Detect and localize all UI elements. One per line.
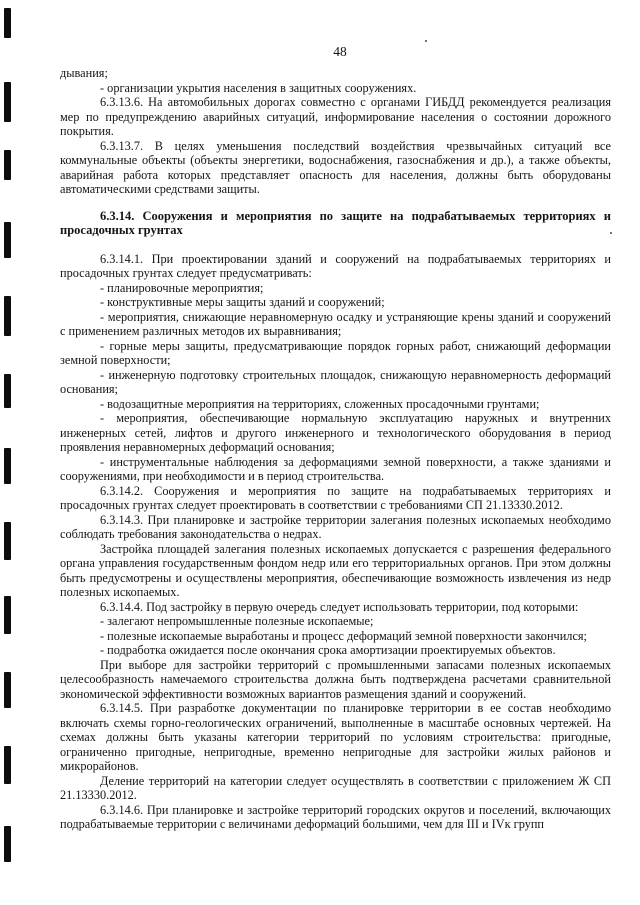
page-number: 48 bbox=[333, 44, 347, 59]
binding-hole bbox=[4, 746, 11, 784]
list-item: - мероприятия, обеспечивающие нормальную эксплуатацию наружных и внутренних инженерных сетей, лифтов и другого инженерного и технологического оборудования в период проявления неравномерных деформаций основания; bbox=[60, 411, 611, 454]
paragraph-6-3-14-5: 6.3.14.5. При разработке документации по планировке территории в ее состав необходимо включать схемы горно-геологических ограничений, выполненные в масштабе основных чертежей. На схемах должны быть указаны категории территорий по условиям строительства: пригодные, ограниченно пригодные, непригодные, временно непригодные для застройки жилых районов и микрорайонов. bbox=[60, 701, 611, 773]
list-item: - инженерную подготовку строительных площадок, снижающую неравномерность деформаций основания; bbox=[60, 367, 611, 396]
list-item: - горные меры защиты, предусматривающие порядок горных работ, снижающий деформации земной поверхности; bbox=[60, 338, 611, 367]
list-item: - организации укрытия населения в защитных сооружениях. bbox=[100, 80, 417, 95]
paragraph-6-3-14-2: 6.3.14.2. Сооружения и мероприятия по защите на подрабатываемых территориях и просадочных грунтах следует проектировать в соответствии с требованиями СП 21.13330.2012. bbox=[60, 483, 611, 512]
list-item: - подработка ожидается после окончания срока амортизации проектируемых объектов. bbox=[100, 643, 556, 657]
binding-hole bbox=[4, 596, 11, 634]
paragraph-deposits: Застройка площадей залегания полезных ископаемых допускается с разрешения федерального органа управления государственным фондом недр или его территориальных органов. При этом должны быть предусмотрены и осуществлены мероприятия, обеспечивающие возможность извлечения из недр полезных ископаемых. bbox=[60, 541, 611, 599]
binding-hole bbox=[4, 826, 11, 862]
binding-hole bbox=[4, 374, 11, 408]
binding-hole bbox=[4, 672, 11, 708]
document-body bbox=[60, 66, 611, 832]
binding-hole bbox=[4, 296, 11, 336]
list-item: - мероприятия, снижающие неравномерную осадку и устраняющие крены зданий и сооружений с применением различных методов их выравнивания; bbox=[60, 309, 611, 338]
binding-hole bbox=[4, 150, 11, 180]
paragraph-division: Деление территорий на категории следует осуществлять в соответствии с приложением Ж СП 21.13330.2012. bbox=[60, 773, 611, 802]
list-item: - полезные ископаемые выработаны и процесс деформаций земной поверхности закончился; bbox=[100, 628, 587, 643]
list-item: - залегают непромышленные полезные ископаемые; bbox=[100, 614, 374, 628]
binding-hole bbox=[4, 82, 11, 122]
binding-hole bbox=[4, 222, 11, 258]
continued-word: дывания; bbox=[60, 66, 108, 80]
list-item: - планировочные мероприятия; bbox=[100, 280, 264, 295]
paragraph-6-3-14-4: 6.3.14.4. Под застройку в первую очередь следует использовать территории, под которыми: bbox=[100, 599, 579, 614]
paragraph-6-3-14-6: 6.3.14.6. При планировке и застройке территорий городских округов и поселений, включающих подрабатываемые территории с величинами деформаций большими, чем для III и IVк групп bbox=[60, 802, 611, 831]
binding-holes bbox=[0, 0, 16, 905]
binding-hole bbox=[4, 522, 11, 560]
paragraph-6-3-14-1: 6.3.14.1. При проектировании зданий и сооружений на подрабатываемых территориях и просадочных грунтах следует предусматривать: bbox=[60, 251, 611, 280]
paragraph-6-3-13-6: 6.3.13.6. На автомобильных дорогах совместно с органами ГИБДД рекомендуется реализация мер по предупреждению аварийных ситуаций, информирование населения о состоянии дорожного покрытия. bbox=[60, 95, 611, 138]
section-heading: 6.3.14. Сооружения и мероприятия по защите на подрабатываемых территориях и просадочных грунтах bbox=[60, 208, 611, 237]
list-item: - конструктивные меры защиты зданий и сооружений; bbox=[100, 295, 385, 309]
scan-speck bbox=[425, 40, 427, 42]
paragraph-choice: При выборе для застройки территорий с промышленными запасами полезных ископаемых целесообразность намечаемого строительства должна быть подтверждена расчетами сравнительной экономической эффективности возможных вариантов размещения зданий и сооружений. bbox=[60, 657, 611, 701]
paragraph-6-3-13-7: 6.3.13.7. В целях уменьшения последствий воздействия чрезвычайных ситуаций все коммунальные объекты (объекты энергетики, водоснабжения, газоснабжения и др.), а также объекты, аварийная работа которых представляет опасность для населения, должны быть оборудованы автоматическими средствами защиты. bbox=[60, 138, 611, 196]
paragraph-6-3-14-3: 6.3.14.3. При планировке и застройке территории залегания полезных ископаемых необходимо соблюдать требования законодательства о недрах. bbox=[60, 512, 611, 541]
binding-hole bbox=[4, 8, 11, 38]
binding-hole bbox=[4, 448, 11, 484]
list-item: - водозащитные мероприятия на территориях, сложенных просадочными грунтами; bbox=[100, 396, 540, 411]
list-item: - инструментальные наблюдения за деформациями земной поверхности, а также зданиями и сооружениями, при необходимости и в период строительства. bbox=[60, 454, 611, 483]
